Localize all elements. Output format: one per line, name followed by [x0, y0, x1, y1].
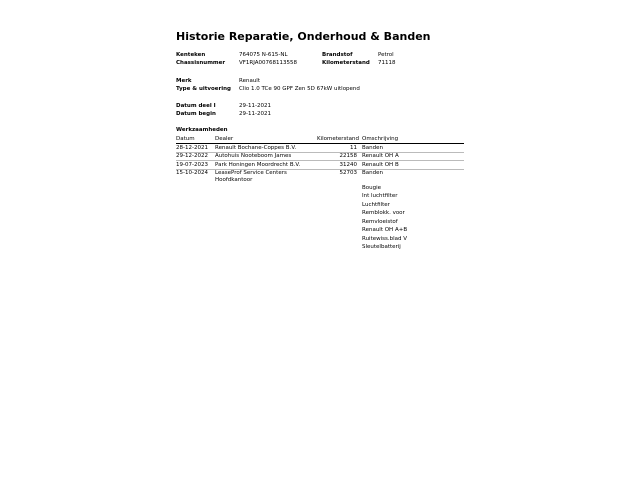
- kenteken-label: Kenteken: [176, 52, 206, 58]
- list-item: Remvloeistof: [362, 219, 398, 225]
- work-section-title: Werkzaamheden: [176, 127, 228, 133]
- list-item: Bougie: [362, 185, 382, 191]
- merk-label: Merk: [176, 78, 192, 84]
- datum-deel1-label: Datum deel I: [176, 103, 216, 109]
- datum-deel1-value: 29-11-2021: [239, 103, 271, 109]
- datum-begin-label: Datum begin: [176, 111, 216, 117]
- row-km: 11: [350, 145, 357, 151]
- list-item: Remblokk. voor: [362, 210, 405, 216]
- col-header-datum: Datum: [176, 136, 195, 142]
- chassis-label: Chassisnummer: [176, 60, 226, 66]
- km-label: Kilometerstand: [322, 60, 370, 66]
- row-km: 31240: [339, 162, 357, 168]
- col-header-dealer: Dealer: [215, 136, 234, 142]
- km-value: 71118: [378, 60, 396, 66]
- row-datum: 19-07-2023: [176, 162, 208, 168]
- list-item: Ruitewiss.blad V: [362, 236, 408, 242]
- row-divider: [176, 160, 464, 161]
- brandstof-value: Petrol: [378, 52, 394, 58]
- chassis-value: VF1RJA00768113558: [239, 60, 298, 66]
- row-km: 22158: [339, 153, 357, 159]
- row-omschrijving: Renault OH B: [362, 162, 399, 168]
- row-dealer: Renault Bochane-Coppes B.V.: [215, 145, 297, 151]
- row-omschrijving: Banden: [362, 145, 383, 151]
- list-item: Int luchtfilter: [362, 193, 398, 199]
- type-value: Clio 1.0 TCe 90 GPF Zen 5D 67kW uitlopend: [239, 86, 360, 92]
- page-title: Historie Reparatie, Onderhoud & Banden: [176, 30, 431, 43]
- row-datum: 28-12-2021: [176, 145, 208, 151]
- col-header-km: Kilometerstand: [317, 136, 359, 142]
- row-dealer: LeaseProf Service Centers: [215, 170, 287, 176]
- row-datum: 15-10-2024: [176, 170, 208, 176]
- row-dealer: Autohuis Nooteboom James: [215, 153, 292, 159]
- row-omschrijving: Banden: [362, 170, 383, 176]
- header-divider: [176, 143, 464, 144]
- datum-begin-value: 29-11-2021: [239, 111, 271, 117]
- kenteken-value: 764075 N-615-NL: [239, 52, 288, 58]
- brandstof-label: Brandstof: [322, 52, 353, 58]
- list-item: Sleutelbatterij: [362, 244, 401, 250]
- list-item: Luchtfilter: [362, 202, 390, 208]
- col-header-omschrijving: Omschrijving: [362, 136, 399, 142]
- list-item: Renault OH A+B: [362, 227, 408, 233]
- row-dealer-line2: Hoofdkantoor: [215, 177, 253, 183]
- type-label: Type & uitvoering: [176, 86, 231, 92]
- row-omschrijving: Renault OH A: [362, 153, 399, 159]
- merk-value: Renault: [239, 78, 260, 84]
- row-datum: 29-12-2022: [176, 153, 208, 159]
- row-km: 52703: [339, 170, 357, 176]
- row-dealer: Park Honingen Moordrecht B.V.: [215, 162, 301, 168]
